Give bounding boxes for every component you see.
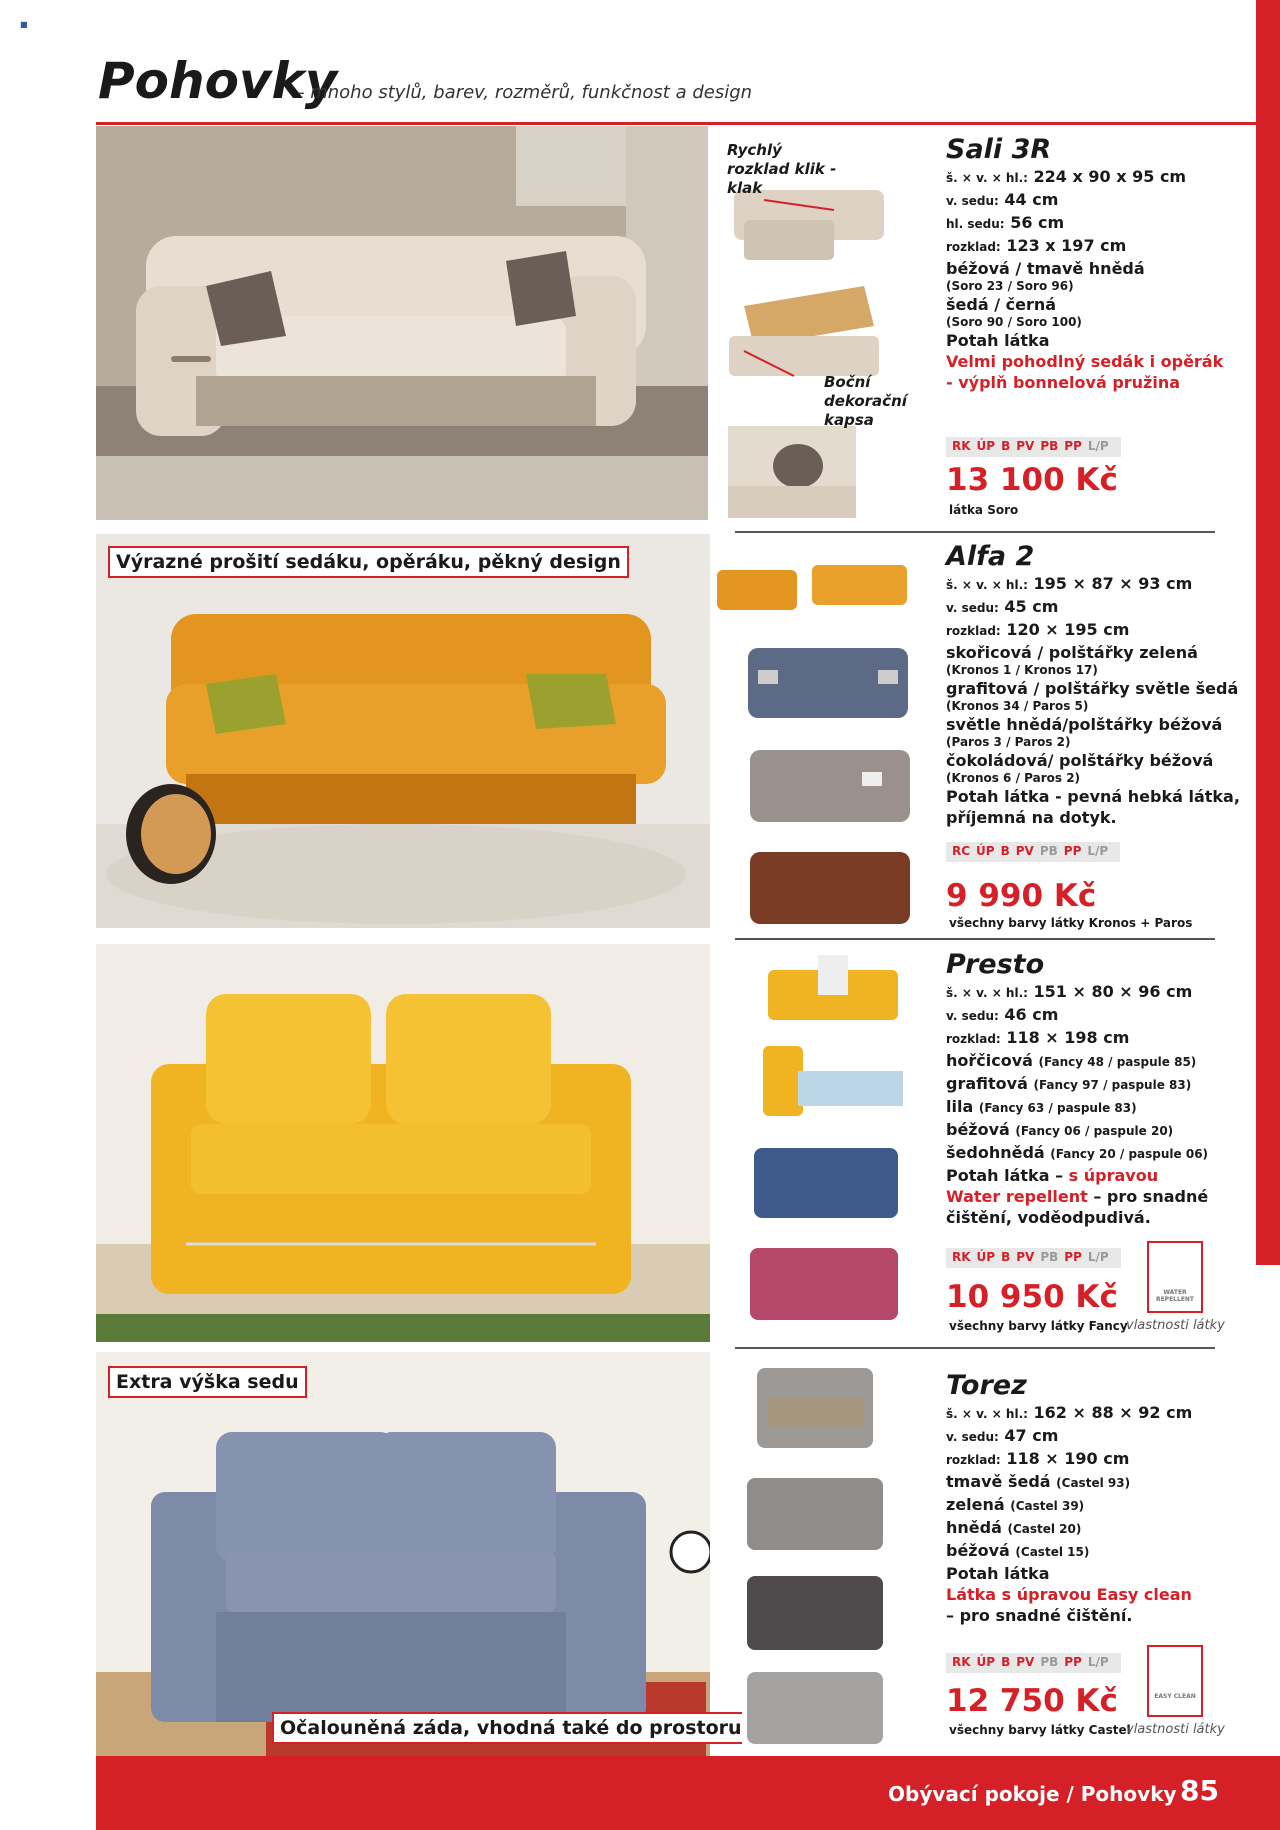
- sali-seat-d-label: hl. sedu:: [946, 217, 1005, 231]
- presto-cover-c: Water repellent: [946, 1187, 1088, 1206]
- code-b: B: [1001, 439, 1011, 453]
- sali-seat-d: 56 cm: [1010, 213, 1065, 232]
- torez-name: Torez: [946, 1370, 1027, 1401]
- code-pv: PV: [1016, 1250, 1035, 1264]
- sali-name: Sali 3R: [946, 134, 1052, 165]
- code-b: B: [1001, 1655, 1011, 1669]
- code-b: B: [1000, 844, 1010, 858]
- torez-bed-label: rozklad:: [946, 1453, 1001, 1467]
- torez-bed-thumb: [752, 1358, 878, 1456]
- page-number: 85: [1180, 1774, 1219, 1807]
- sali-specs: [946, 166, 1246, 393]
- torez-dims: 162 × 88 × 92 cm: [1033, 1403, 1193, 1422]
- code-pv: PV: [1016, 439, 1035, 453]
- code-pp: PP: [1064, 439, 1082, 453]
- presto-bed: 118 × 198 cm: [1006, 1028, 1130, 1047]
- alfa-dims: 195 × 87 × 93 cm: [1033, 574, 1193, 593]
- code-b: B: [1001, 1250, 1011, 1264]
- water-repellent-icon: WATER REPELLENT: [1147, 1241, 1203, 1313]
- code-pb: PB: [1040, 1655, 1059, 1669]
- page-subtitle: - mnoho stylů, barev, rozměrů, funkčnost a design: [298, 82, 753, 103]
- torez-color1: tmavě šedá: [946, 1472, 1051, 1491]
- code-pb: PB: [1040, 439, 1059, 453]
- alfa-color2: grafitová / polštářky světle šedá: [946, 679, 1239, 698]
- presto-color1: hořčicová: [946, 1051, 1033, 1070]
- presto-unfold-thumb: [758, 950, 908, 1040]
- torez-feature1: Látka s úpravou Easy clean: [946, 1585, 1192, 1604]
- alfa-color4-code: (Kronos 6 / Paros 2): [946, 771, 1081, 785]
- torez-color3: hnědá: [946, 1518, 1002, 1537]
- alfa-grafit-thumb: [738, 640, 918, 728]
- presto-price: 10 950 Kč: [946, 1279, 1118, 1315]
- alfa-color3: světle hnědá/polštářky béžová: [946, 715, 1223, 734]
- torez-color1-code: (Castel 93): [1056, 1476, 1131, 1490]
- presto-color5: šedohnědá: [946, 1143, 1045, 1162]
- sali-note-pocket: Boční dekorační kapsa: [824, 373, 907, 429]
- presto-name: Presto: [946, 949, 1045, 980]
- presto-color2: grafitová: [946, 1074, 1028, 1093]
- alfa-main-photo: [96, 534, 710, 928]
- code-rk: RK: [952, 439, 971, 453]
- sali-fabric: látka Soro: [949, 503, 1019, 517]
- sali-cover: Potah látka: [946, 331, 1050, 350]
- presto-color5-code: (Fancy 20 / paspule 06): [1050, 1147, 1209, 1161]
- code-up: ÚP: [976, 1655, 996, 1669]
- torez-main-photo: [96, 1352, 710, 1756]
- torez-dims-label: š. × v. × hl.:: [946, 1407, 1028, 1421]
- presto-color4: béžová: [946, 1120, 1010, 1139]
- sali-color2: šedá / černá: [946, 295, 1057, 314]
- alfa-fabric: všechny barvy látky Kronos + Paros: [949, 916, 1193, 930]
- alfa-grey-thumb: [742, 744, 918, 830]
- presto-seat-h: 46 cm: [1004, 1005, 1059, 1024]
- sali-feature1: Velmi pohodlný sedák i opěrák: [946, 352, 1224, 371]
- torez-fabric: všechny barvy látky Castel: [949, 1723, 1131, 1737]
- torez-price: 12 750 Kč: [946, 1683, 1118, 1719]
- presto-specs: [946, 981, 1256, 1228]
- torez-codes: [946, 1653, 1121, 1673]
- code-rc: RC: [952, 844, 971, 858]
- torez-color2: zelená: [946, 1495, 1005, 1514]
- sali-seat-h: 44 cm: [1004, 190, 1059, 209]
- sali-dims: 224 x 90 x 95 cm: [1033, 167, 1187, 186]
- torez-feature2: – pro snadné čištění.: [946, 1606, 1133, 1625]
- sali-feature2: - výplň bonnelová pružina: [946, 373, 1181, 392]
- torez-grey-thumb: [742, 1468, 888, 1558]
- code-lp: L/P: [1087, 844, 1109, 858]
- code-pv: PV: [1015, 844, 1034, 858]
- alfa-bed-label: rozklad:: [946, 624, 1001, 638]
- code-up: ÚP: [976, 439, 996, 453]
- alfa-choco-thumb: [740, 842, 920, 932]
- presto-cover-b: s úpravou: [1068, 1166, 1159, 1185]
- code-lp: L/P: [1087, 1250, 1109, 1264]
- sali-storage-thumb: [724, 276, 884, 386]
- header-rule: [96, 122, 1256, 125]
- sali-note-quick: Rychlý rozklad klik - klak: [727, 141, 837, 197]
- torez-callout-seat: Extra výška sedu: [108, 1366, 307, 1398]
- alfa-bed: 120 × 195 cm: [1006, 620, 1130, 639]
- presto-cover-e: čištění, voděodpudivá.: [946, 1208, 1151, 1227]
- torez-light-thumb: [742, 1662, 888, 1752]
- code-pp: PP: [1064, 1655, 1082, 1669]
- sali-color1: béžová / tmavě hnědá: [946, 259, 1145, 278]
- presto-dims: 151 × 80 × 96 cm: [1033, 982, 1193, 1001]
- presto-cover-a: Potah látka –: [946, 1166, 1064, 1185]
- code-rk: RK: [952, 1655, 971, 1669]
- alfa-cover2: příjemná na dotyk.: [946, 808, 1117, 827]
- alfa-dims-label: š. × v. × hl.:: [946, 578, 1028, 592]
- code-up: ÚP: [976, 1250, 996, 1264]
- alfa-codes: [946, 842, 1120, 862]
- presto-codes: [946, 1248, 1121, 1268]
- alfa-name: Alfa 2: [946, 541, 1035, 572]
- presto-color1-code: (Fancy 48 / paspule 85): [1038, 1055, 1197, 1069]
- sali-detail-thumb: [728, 426, 856, 518]
- torez-color4: béžová: [946, 1541, 1010, 1560]
- torez-callout-back: Očalouněná záda, vhodná také do prostoru: [272, 1712, 750, 1744]
- presto-fabric: všechny barvy látky Fancy: [949, 1319, 1128, 1333]
- alfa-seat-h: 45 cm: [1004, 597, 1059, 616]
- presto-seat-h-label: v. sedu:: [946, 1009, 999, 1023]
- torez-specs: [946, 1402, 1246, 1626]
- presto-color3-code: (Fancy 63 / paspule 83): [978, 1101, 1137, 1115]
- torez-dark-thumb: [742, 1566, 888, 1658]
- torez-seat-h: 47 cm: [1004, 1426, 1059, 1445]
- torez-bed: 118 × 190 cm: [1006, 1449, 1130, 1468]
- alfa-color3-code: (Paros 3 / Paros 2): [946, 735, 1071, 749]
- presto-cover-d: – pro snadné: [1093, 1187, 1209, 1206]
- flag-icon: ■: [20, 20, 28, 29]
- presto-color4-code: (Fancy 06 / paspule 20): [1015, 1124, 1174, 1138]
- torez-color4-code: (Castel 15): [1015, 1545, 1090, 1559]
- code-pp: PP: [1063, 844, 1082, 858]
- alfa-cover1: Potah látka - pevná hebká látka,: [946, 787, 1240, 806]
- presto-dims-label: š. × v. × hl.:: [946, 986, 1028, 1000]
- alfa-seat-h-label: v. sedu:: [946, 601, 999, 615]
- alfa-callout: Výrazné prošití sedáku, opěráku, pěkný design: [108, 546, 629, 578]
- footer-section: Obývací pokoje / Pohovky: [888, 1782, 1177, 1806]
- code-lp: L/P: [1087, 439, 1109, 453]
- divider: [735, 1347, 1215, 1349]
- presto-prop-label: vlastnosti látky: [1126, 1318, 1225, 1333]
- page-title: Pohovky: [98, 52, 338, 110]
- torez-cover: Potah látka: [946, 1564, 1050, 1583]
- torez-color3-code: (Castel 20): [1007, 1522, 1082, 1536]
- sali-codes: [946, 437, 1121, 457]
- presto-bed-label: rozklad:: [946, 1032, 1001, 1046]
- alfa-color2-code: (Kronos 34 / Paros 5): [946, 699, 1089, 713]
- sali-color2-code: (Soro 90 / Soro 100): [946, 315, 1082, 329]
- presto-lila-thumb: [744, 1236, 904, 1332]
- sali-main-photo: [96, 126, 708, 520]
- easy-clean-icon: EASY CLEAN: [1147, 1645, 1203, 1717]
- presto-bed-thumb: [758, 1036, 908, 1126]
- torez-color2-code: (Castel 39): [1010, 1499, 1085, 1513]
- code-up: ÚP: [976, 844, 995, 858]
- alfa-color4: čokoládová/ polštářky béžová: [946, 751, 1214, 770]
- torez-seat-h-label: v. sedu:: [946, 1430, 999, 1444]
- sali-bed: 123 x 197 cm: [1006, 236, 1127, 255]
- code-lp: L/P: [1087, 1655, 1109, 1669]
- code-pv: PV: [1016, 1655, 1035, 1669]
- sali-price: 13 100 Kč: [946, 462, 1118, 498]
- divider: [735, 938, 1215, 940]
- divider: [735, 531, 1215, 533]
- code-pp: PP: [1064, 1250, 1082, 1264]
- sali-seat-h-label: v. sedu:: [946, 194, 999, 208]
- alfa-color1-code: (Kronos 1 / Kronos 17): [946, 663, 1098, 677]
- sali-dims-label: š. × v. × hl.:: [946, 171, 1028, 185]
- code-pb: PB: [1039, 844, 1058, 858]
- sali-color1-code: (Soro 23 / Soro 96): [946, 279, 1074, 293]
- alfa-unfold-thumb: [712, 540, 912, 620]
- alfa-specs: [946, 573, 1256, 828]
- presto-color2-code: (Fancy 97 / paspule 83): [1033, 1078, 1192, 1092]
- alfa-price: 9 990 Kč: [946, 878, 1097, 914]
- code-rk: RK: [952, 1250, 971, 1264]
- presto-color3: lila: [946, 1097, 974, 1116]
- presto-main-photo: [96, 944, 710, 1342]
- alfa-color1: skořicová / polštářky zelená: [946, 643, 1198, 662]
- torez-prop-label: vlastnosti látky: [1126, 1722, 1225, 1737]
- code-pb: PB: [1040, 1250, 1059, 1264]
- side-accent-strip: [1256, 0, 1280, 1265]
- presto-grafit-thumb: [748, 1136, 904, 1228]
- sali-bed-label: rozklad:: [946, 240, 1001, 254]
